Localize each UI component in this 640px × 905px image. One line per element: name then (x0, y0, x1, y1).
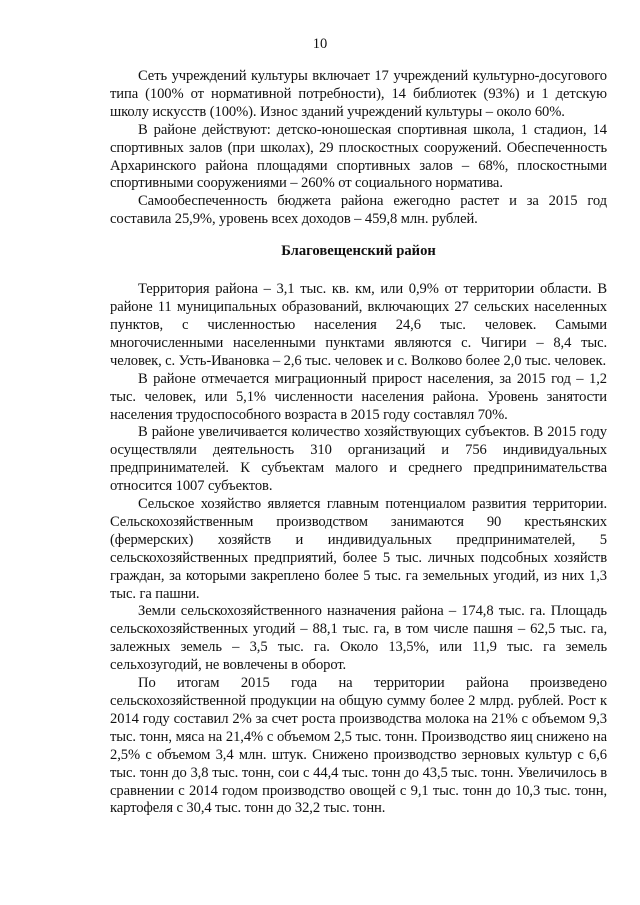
paragraph-migration: В районе отмечается миграционный прирост населения, за 2015 год – 1,2 тыс. человек, или 5,1% численности населения района. Уровень занятости населения трудоспособного возраста в 2015 году составлял 70%. (110, 370, 607, 423)
section-heading: Благовещенский район (281, 243, 436, 260)
page-number: 10 (312, 36, 328, 52)
paragraph-agriculture: Сельское хозяйство является главным потенциалом развития территории. Сельскохозяйственным производством занимаются 90 крестьянских (фермерских) хозяйств и индивидуальных предпринимателей, 5 сельскохозяйственных предприятий, более 5 тыс. личных подсобных хозяйств граждан, за которыми закреплено более 5 тыс. га земельных угодий, из них 1,3 тыс. га пашни. (110, 496, 607, 602)
paragraph-land: Земли сельскохозяйственного назначения района – 174,8 тыс. га. Площадь сельскохозяйственных угодий – 88,1 тыс. га, в том числе пашня – 62,5 тыс. га, залежных земель – 3,5 тыс. га. Около 13,5%, или 11,9 тыс. га земель сельхозугодий, не вовлечены в оборот. (110, 603, 607, 674)
paragraph-sports: В районе действуют: детско-юношеская спортивная школа, 1 стадион, 14 спортивных залов (при школах), 29 плоскостных сооружений. Обеспеченность Архаринского района площадями спортивных залов – 68%, плоскостными спортивными сооружениями – 260% от социального норматива. (110, 121, 607, 192)
paragraph-culture: Сеть учреждений культуры включает 17 учреждений культурно-досугового типа (100% от нормативной потребности), 14 библиотек (93%) и 1 детскую школу искусств (100%). Износ зданий учреждений культуры – около 60%. (110, 68, 607, 120)
paragraph-budget: Самообеспеченность бюджета района ежегодно растет и за 2015 год составила 25,9%, уровень всех доходов – 459,8 млн. рублей. (110, 193, 607, 228)
page-content (110, 68, 607, 818)
paragraph-production: По итогам 2015 года на территории района произведено сельскохозяйственной продукции на общую сумму более 2 млрд. рублей. Рост к 2014 году составил 2% за счет роста производства молока на 21% с объемом 9,3 тыс. тонн, мяса на 21,4% с объемом 2,5 тыс. тонн. Производство яиц снижено на 2,5% с объемом 3,4 млн. штук. Снижено производство зерновых культур с 6,6 тыс. тонн до 3,8 тыс. тонн, сои с 44,4 тыс. тонн до 43,5 тыс. тонн. Увеличилось в сравнении с 2014 годом производство овощей с 9,1 тыс. тонн до 10,3 тыс. тонн, картофеля с 30,4 тыс. тонн до 32,2 тыс. тонн. (110, 675, 607, 817)
paragraph-territory: Территория района – 3,1 тыс. кв. км, или 0,9% от территории области. В районе 11 муниципальных образований, включающих 27 сельских населенных пунктов, с численностью населения 24,6 тыс. человек. Самыми многочисленными населенными пунктами являются с. Чигири – 8,4 тыс. человек, с. Усть-Ивановка – 2,6 тыс. человек и с. Волково более 2,0 тыс. человек. (110, 281, 607, 369)
paragraph-business: В районе увеличивается количество хозяйствующих субъектов. В 2015 году осуществляли деятельность 310 организаций и 756 индивидуальных предпринимателей. К субъектам малого и среднего предпринимательства относится 1007 субъектов. (110, 424, 607, 495)
